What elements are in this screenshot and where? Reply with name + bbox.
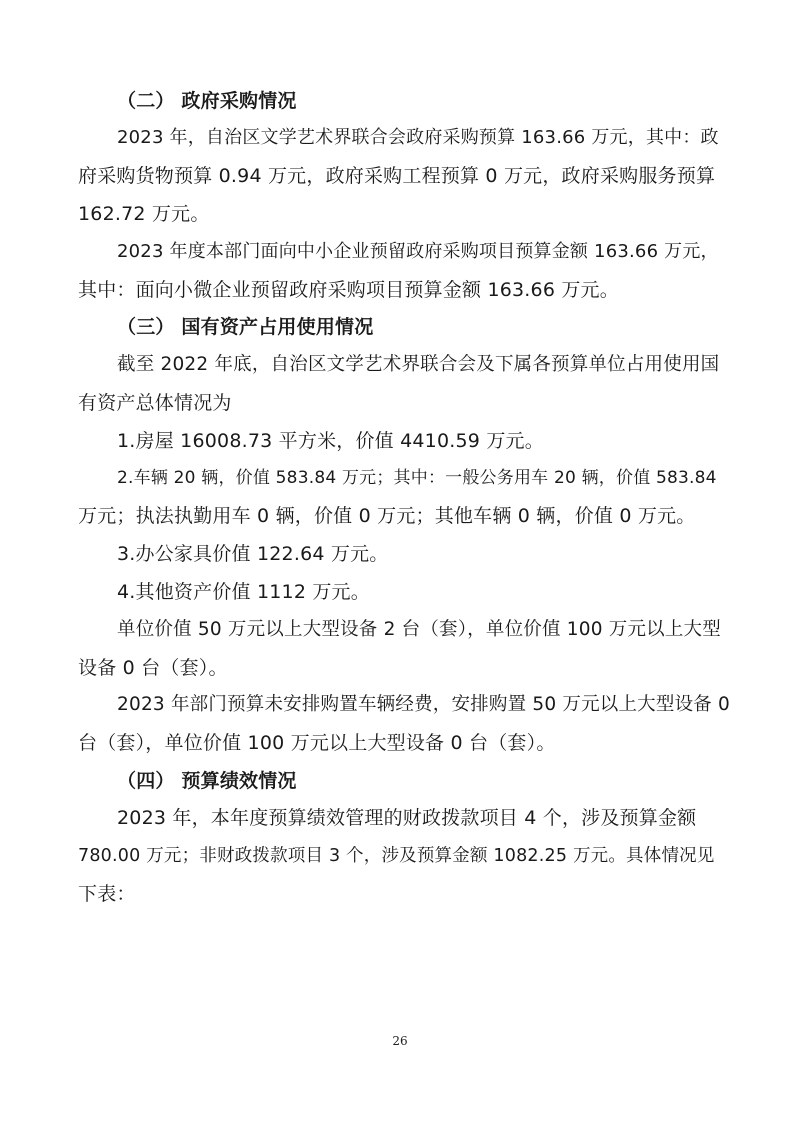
section-heading-performance: （四） 预算绩效情况 — [117, 770, 297, 792]
assets-paragraph-3-line-1: 2023 年部门预算未安排购置车辆经费，安排购置 50 万元以上大型设备 0 — [117, 694, 731, 715]
assets-item-1: 1.房屋 16008.73 平方米，价值 4410.59 万元。 — [117, 430, 544, 452]
assets-item-3: 3.办公家具价值 122.64 万元。 — [117, 543, 389, 565]
procurement-paragraph-1-line-2: 府采购货物预算 0.94 万元，政府采购工程预算 0 万元，政府采购服务预算 — [78, 165, 716, 187]
assets-paragraph-2-line-2: 设备 0 台（套）。 — [78, 657, 228, 679]
assets-paragraph-3-line-2: 台（套），单位价值 100 万元以上大型设备 0 台（套）。 — [78, 732, 556, 754]
assets-item-2-line-2: 万元；执法执勤用车 0 辆，价值 0 万元；其他车辆 0 辆，价值 0 万元。 — [78, 505, 696, 527]
section-heading-procurement: （二） 政府采购情况 — [117, 90, 297, 112]
assets-paragraph-1-line-2: 有资产总体情况为 — [78, 392, 232, 414]
procurement-paragraph-1-line-1: 2023 年，自治区文学艺术界联合会政府采购预算 163.66 万元，其中：政 — [117, 127, 719, 148]
assets-item-2-line-1: 2.车辆 20 辆，价值 583.84 万元；其中：一般公务用车 20 辆，价值 583.84 — [117, 468, 717, 488]
procurement-paragraph-2-line-1: 2023 年度本部门面向中小企业预留政府采购项目预算金额 163.66 万元， — [117, 241, 719, 262]
assets-paragraph-2-line-1: 单位价值 50 万元以上大型设备 2 台（套），单位价值 100 万元以上大型 — [117, 619, 721, 640]
assets-item-4: 4.其他资产价值 1112 万元。 — [117, 581, 370, 603]
section-heading-assets: （三） 国有资产占用使用情况 — [117, 316, 374, 338]
page-number: 26 — [392, 1034, 408, 1048]
performance-paragraph-line-2: 780.00 万元；非财政拨款项目 3 个，涉及预算金额 1082.25 万元。具体情况见 — [78, 846, 715, 866]
procurement-paragraph-1-line-3: 162.72 万元。 — [78, 203, 210, 225]
performance-paragraph-line-3: 下表： — [78, 883, 136, 905]
procurement-paragraph-2-line-2: 其中：面向小微企业预留政府采购项目预算金额 163.66 万元。 — [78, 279, 619, 301]
assets-paragraph-1-line-1: 截至 2022 年底，自治区文学艺术界联合会及下属各预算单位占用使用国 — [117, 354, 720, 375]
performance-paragraph-line-1: 2023 年，本年度预算绩效管理的财政拨款项目 4 个，涉及预算金额 — [117, 807, 697, 829]
